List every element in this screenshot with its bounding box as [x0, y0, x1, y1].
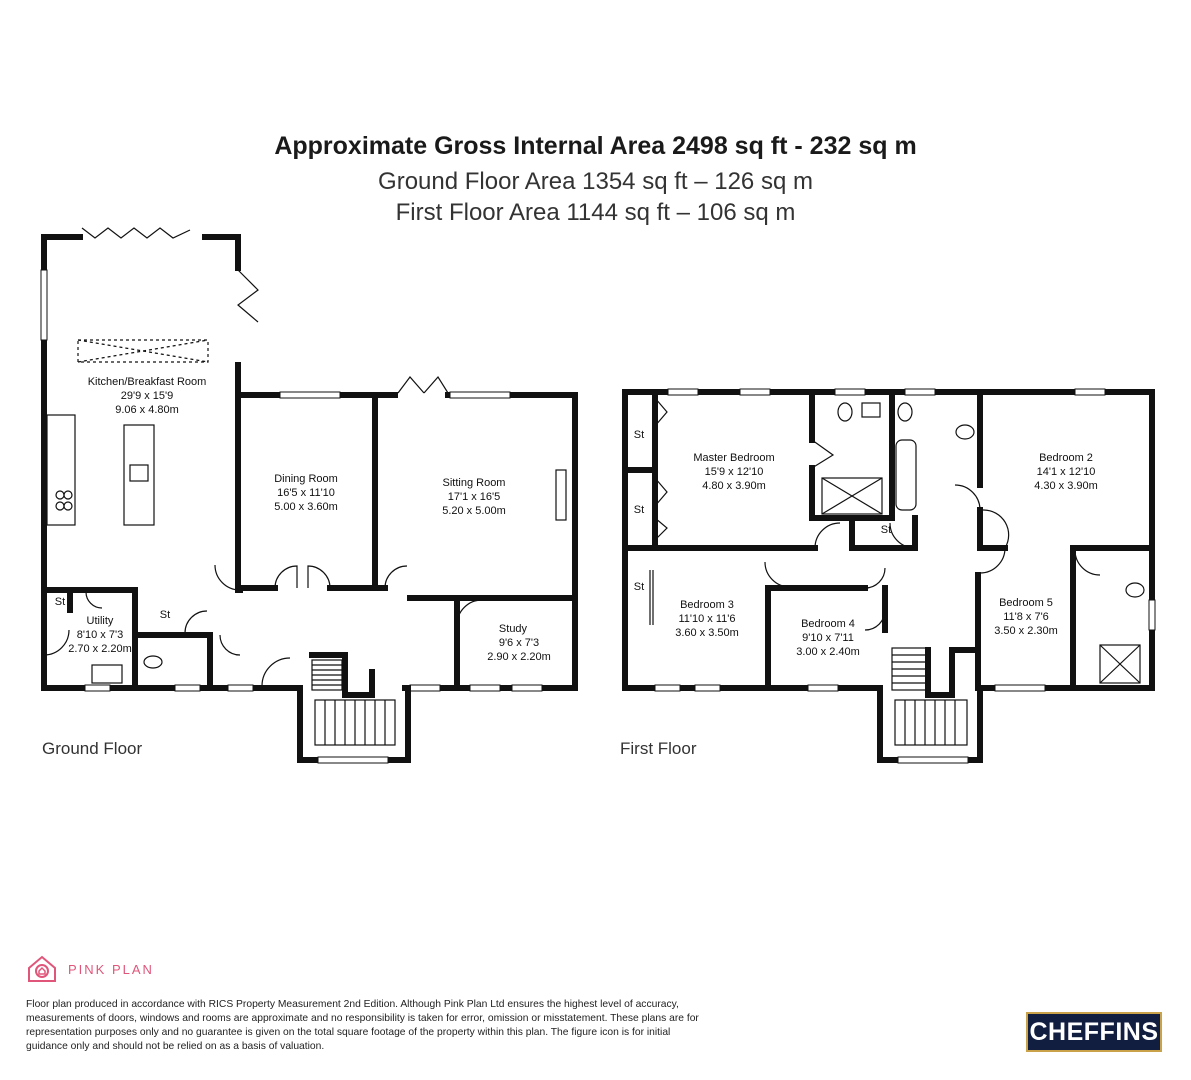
bed3-imperial: 11'10 x 11'6: [678, 613, 736, 625]
bed4-name: Bedroom 4: [801, 618, 855, 630]
utility-imperial: 8'10 x 7'3: [76, 629, 124, 641]
sitting-metric: 5.20 x 5.00m: [442, 505, 506, 517]
ground-store-2: St: [159, 609, 171, 621]
sitting-name: Sitting Room: [442, 477, 506, 489]
kitchen-metric: 9.06 x 4.80m: [115, 404, 179, 416]
bed5-imperial: 11'8 x 7'6: [1003, 611, 1049, 623]
kitchen-imperial: 29'9 x 15'9: [120, 390, 174, 402]
first-store-2: St: [633, 504, 645, 516]
utility-name: Utility: [86, 615, 114, 627]
area-title: Approximate Gross Internal Area 2498 sq ft - 232 sq m: [274, 132, 917, 160]
pink-plan-logo-icon: [26, 954, 58, 984]
sitting-imperial: 17'1 x 16'5: [447, 491, 501, 503]
utility-metric: 2.70 x 2.20m: [68, 643, 132, 655]
kitchen-name: Kitchen/Breakfast Room: [87, 376, 207, 388]
study-metric: 2.90 x 2.20m: [487, 651, 551, 663]
ground-floor-area: Ground Floor Area 1354 sq ft – 126 sq m: [378, 168, 813, 195]
master-metric: 4.80 x 3.90m: [702, 480, 766, 492]
first-floor-area: First Floor Area 1144 sq ft – 106 sq m: [395, 199, 796, 226]
first-store-4: St: [880, 524, 892, 536]
cheffins-logo: CHEFFINS: [1026, 1012, 1162, 1052]
disclaimer-text: Floor plan produced in accordance with RICS Property Measurement 2nd Edition. Although Pink Plan Ltd ensures the highest level of accuracy, measurements of doors, windows and rooms are approximate and no responsibility is taken for error, omission or misstatement. These plans are for representation purposes only and no guarantee is given on the total square footage of the property within this plan. The figure icon is for initial guidance only and should not be relied on as a basis of valuation.: [26, 999, 699, 1052]
bed3-metric: 3.60 x 3.50m: [675, 627, 739, 639]
bed4-imperial: 9'10 x 7'11: [802, 632, 854, 644]
bed2-metric: 4.30 x 3.90m: [1034, 480, 1098, 492]
first-store-3: St: [633, 581, 645, 593]
bed2-name: Bedroom 2: [1039, 452, 1093, 464]
dining-metric: 5.00 x 3.60m: [274, 501, 338, 513]
pink-plan-label: PINK PLAN: [68, 961, 154, 977]
pink-plan-brand: [26, 954, 154, 984]
bed2-imperial: 14'1 x 12'10: [1036, 466, 1096, 478]
ground-store-1: St: [54, 596, 66, 608]
ground-floor-plan: [41, 228, 575, 763]
study-imperial: 9'6 x 7'3: [498, 637, 540, 649]
bed4-metric: 3.00 x 2.40m: [796, 646, 860, 658]
first-floor-plan: [625, 389, 1155, 763]
dining-name: Dining Room: [274, 473, 338, 485]
master-name: Master Bedroom: [693, 452, 775, 464]
dining-imperial: 16'5 x 11'10: [277, 487, 335, 499]
first-floor-label: First Floor: [620, 739, 697, 758]
first-store-1: St: [633, 429, 645, 441]
study-name: Study: [498, 623, 528, 635]
ground-floor-label: Ground Floor: [42, 739, 143, 758]
bed5-metric: 3.50 x 2.30m: [994, 625, 1058, 637]
bed3-name: Bedroom 3: [680, 599, 734, 611]
master-imperial: 15'9 x 12'10: [704, 466, 764, 478]
bed5-name: Bedroom 5: [999, 597, 1053, 609]
